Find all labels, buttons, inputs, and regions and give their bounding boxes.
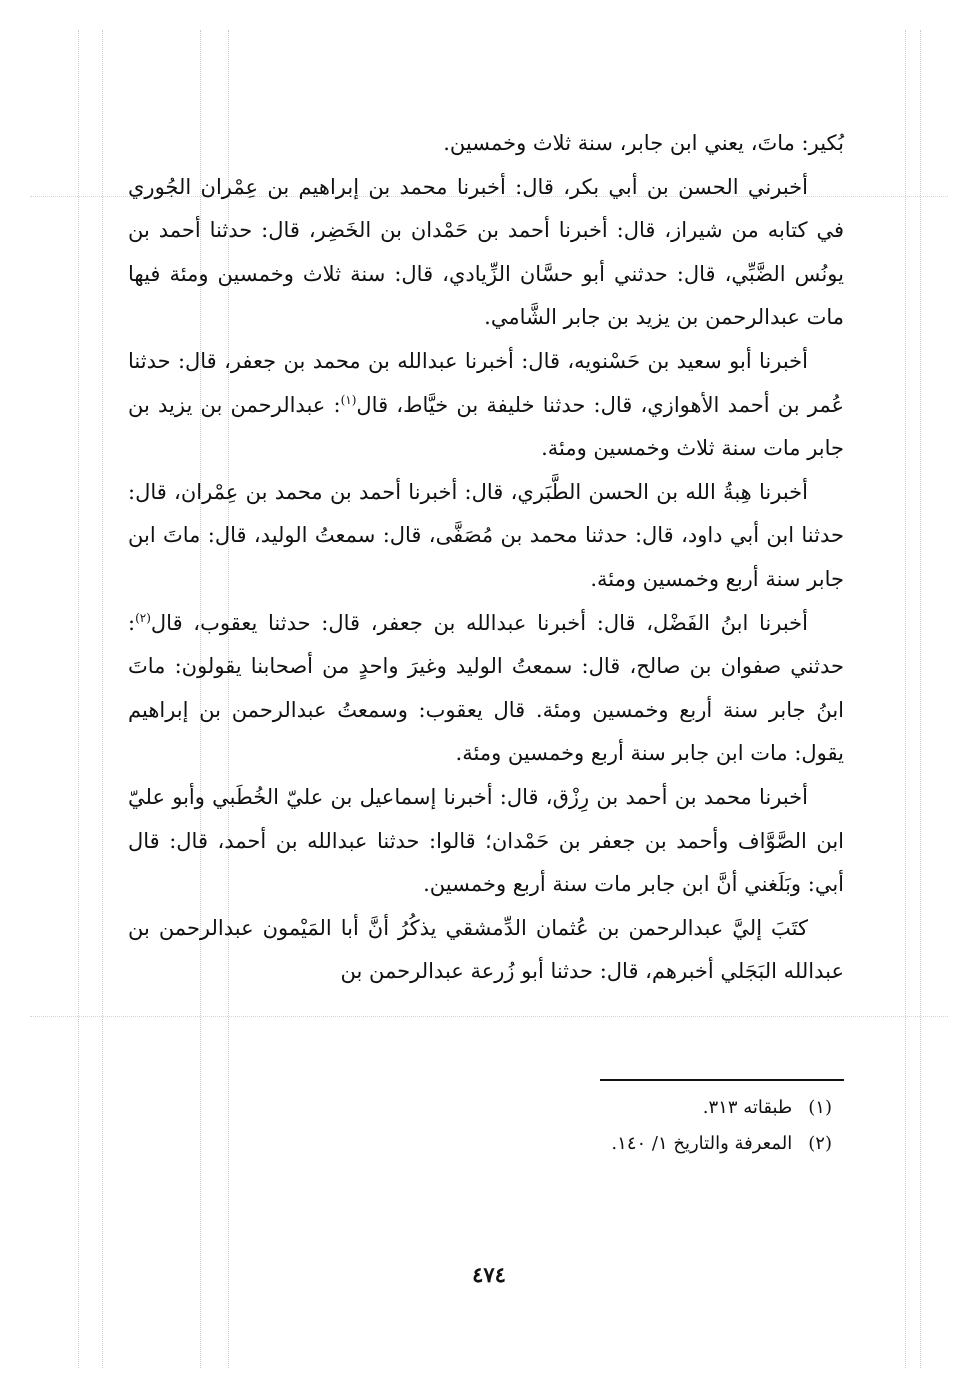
page-number: ٤٧٤ (472, 1262, 506, 1287)
paragraph: كتَبَ إليَّ عبدالرحمن بن عُثمان الدِّمشقي يذكُرُ أنَّ أبا المَيْمون عبدالرحمن بن عبدالله البَجَلي أخبرهم، قال: حدثنا أبو زُرعة عبدالرحمن بن (128, 915, 844, 984)
footnote-number: (٢) (808, 1133, 832, 1154)
footnote-divider (600, 1079, 844, 1081)
paragraph: بُكير: ماتَ، يعني ابن جابر، سنة ثلاث وخمسين. (443, 131, 844, 155)
paragraph: أخبرني الحسن بن أبي بكر، قال: أخبرنا محمد بن إبراهيم بن عِمْران الجُوري في كتابه من شيراز، قال: أخبرنا أحمد بن حَمْدان بن الخَضِر، قال: حدثنا أحمد بن يونُس الضَّبِّي، قال: حدثني أبو حسَّان الزِّيادي، قال: سنة ثلاث وخمسين ومئة فيها مات عبدالرحمن بن يزيد بن جابر الشَّامي. (128, 174, 844, 330)
scan-guide-line (905, 30, 906, 1368)
footnote-number: (١) (808, 1097, 832, 1118)
footnote-reference: (٢) (135, 610, 151, 625)
paragraph: أخبرنا هِبةُ الله بن الحسن الطَّبَري، قال: أخبرنا أحمد بن محمد بن عِمْران، قال: حدثنا ابن أبي داود، قال: حدثنا محمد بن مُصَفَّى، قال: سمعتُ الوليد، قال: ماتَ ابن جابر سنة أربع وخمسين ومئة. (128, 479, 844, 591)
paragraph: أخبرنا محمد بن أحمد بن رِزْق، قال: أخبرنا إسماعيل بن عليّ الخُطَبي وأبو عليّ ابن الصَّوَّاف وأحمد بن جعفر بن حَمْدان؛ قالوا: حدثنا عبدالله بن أحمد، قال: قال أبي: وبَلَغني أنَّ ابن جابر مات سنة أربع وخمسين. (128, 784, 844, 897)
footnote (128, 1090, 844, 1126)
footnote-text: المعرفة والتاريخ ١/ ١٤٠. (611, 1133, 793, 1154)
paragraph: أخبرنا ابنُ الفَضْل، قال: أخبرنا عبدالله بن جعفر، قال: حدثنا يعقوب، قال$^{(٢)}$: حدثني صفوان بن صالح، قال: سمعتُ الوليد وغيرَ واحدٍ من أصحابنا يقولون: ماتَ ابنُ جابر سنة أربع وخمسين ومئة. قال يعقوب: وسمعتُ عبدالرحمن بن إبراهيم يقول: مات ابن جابر سنة أربع وخمسين ومئة. (128, 610, 844, 766)
footnotes (128, 1090, 844, 1162)
footnote-reference: (١) (340, 392, 357, 407)
scan-guide-line (78, 30, 79, 1368)
footnote (128, 1126, 844, 1162)
scan-guide-line (920, 30, 921, 1368)
paragraph: أخبرنا أبو سعيد بن حَسْنويه، قال: أخبرنا عبدالله بن محمد بن جعفر، قال: حدثنا عُمر بن أحمد الأهوازي، قال: حدثنا خليفة بن خيَّاط، قال$^{(١)}$: عبدالرحمن بن يزيد بن جابر مات سنة ثلاث وخمسين ومئة. (128, 348, 844, 461)
footnote-text: طبقاته ٣١٣. (702, 1097, 793, 1118)
main-text (128, 122, 844, 994)
scan-guide-line (30, 1016, 948, 1017)
scan-guide-line (102, 30, 103, 1368)
